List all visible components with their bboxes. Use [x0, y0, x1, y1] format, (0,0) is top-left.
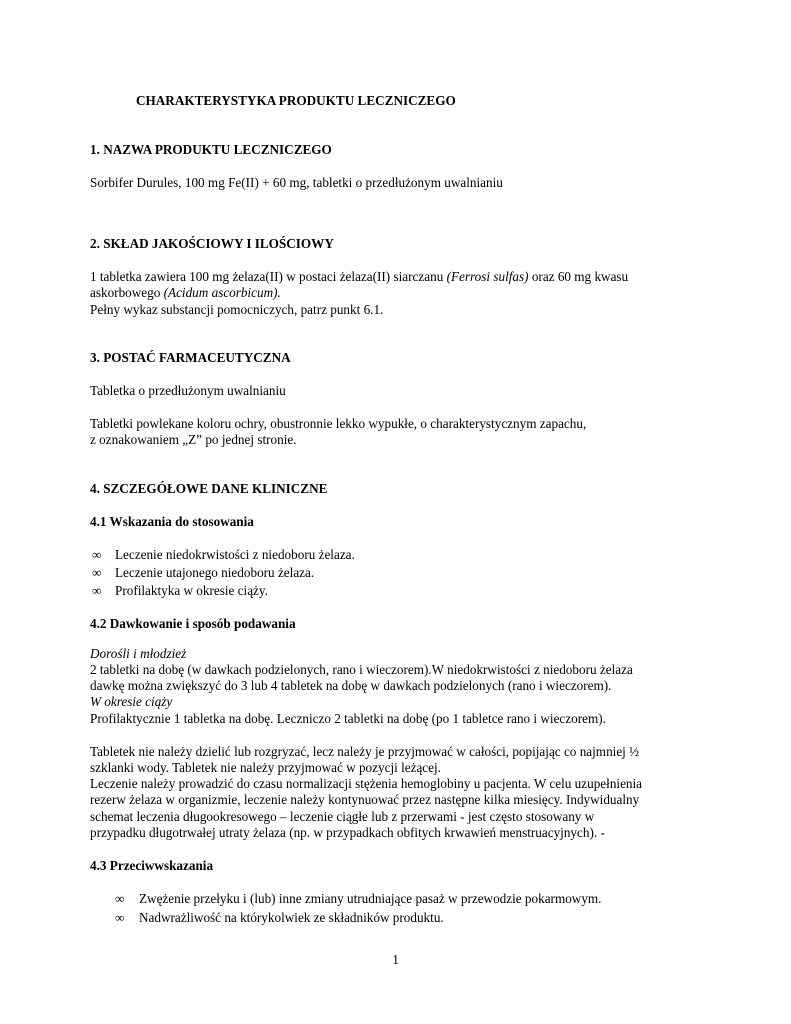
product-name-text: Sorbifer Durules, 100 mg Fe(II) + 60 mg, tabletki o przedłużonym uwalnianiu	[90, 175, 503, 190]
treatment-text: przypadku długotrwałej utraty żelaza (np. w przypadkach obfitych krwawień menstruacyjnych). -	[90, 825, 605, 840]
excipients-note: Pełny wykaz substancji pomocniczych, patrz punkt 6.1.	[90, 302, 384, 317]
composition-text-end: oraz 60 mg kwasu	[528, 269, 629, 284]
treatment-text: schemat leczenia długookresowego – leczenie ciągłe lub z przerwami - jest często stosowany w	[90, 809, 595, 824]
acidum-ascorbicum: (Acidum ascorbicum).	[163, 285, 281, 300]
list-item: Leczenie utajonego niedoboru żelaza.	[115, 565, 315, 580]
ferrosi-sulfas: (Ferrosi sulfas)	[446, 269, 529, 284]
composition-line-1	[90, 269, 628, 285]
bullet-icon: ∞	[92, 547, 102, 562]
list-item: Nadwrażliwość na którykolwiek ze składników produktu.	[139, 910, 444, 925]
tablet-description-1: Tabletki powlekane koloru ochry, obustronnie lekko wypukłe, o charakterystycznym zapachu,	[90, 416, 587, 431]
administration-text: szklanki wody. Tabletek nie należy przyjmować w pozycji leżącej.	[90, 760, 441, 775]
document-title: CHARAKTERYSTYKA PRODUKTU LECZNICZEGO	[136, 93, 456, 108]
tablet-description-2: z oznakowaniem „Z” po jednej stronie.	[90, 432, 297, 447]
section-4-3-heading: 4.3 Przeciwwskazania	[90, 858, 214, 873]
treatment-text: Leczenie należy prowadzić do czasu normalizacji stężenia hemoglobiny u pacjenta. W celu uzupełnienia	[90, 776, 643, 791]
composition-line-2	[90, 285, 281, 301]
composition-text: 1 tabletka zawiera 100 mg żelaza(II) w postaci żelaza(II) siarczanu	[90, 269, 447, 284]
bullet-icon: ∞	[92, 565, 102, 580]
section-3-heading: 3. POSTAĆ FARMACEUTYCZNA	[90, 350, 291, 365]
list-item: Zwężenie przełyku i (lub) inne zmiany utrudniające pasaż w przewodzie pokarmowym.	[139, 891, 602, 906]
subheading-adults: Dorośli i młodzież	[90, 646, 187, 661]
page-number: 1	[392, 952, 399, 967]
dosage-text: Profilaktycznie 1 tabletka na dobę. Leczniczo 2 tabletki na dobę (po 1 tabletce rano i wieczorem).	[90, 711, 606, 726]
bullet-icon: ∞	[92, 583, 102, 598]
bullet-icon: ∞	[115, 891, 125, 906]
subheading-pregnancy: W okresie ciąży	[90, 694, 173, 709]
composition-text: askorbowego	[90, 285, 164, 300]
section-4-heading: 4. SZCZEGÓŁOWE DANE KLINICZNE	[90, 481, 328, 496]
dosage-text: 2 tabletki na dobę (w dawkach podzielonych, rano i wieczorem).W niedokrwistości z niedoboru żelaza	[90, 662, 633, 677]
dosage-text: dawkę można zwiększyć do 3 lub 4 tabletek na dobę w dawkach podzielonych (rano i wieczorem).	[90, 678, 612, 693]
section-1-heading: 1. NAZWA PRODUKTU LECZNICZEGO	[90, 142, 332, 157]
section-4-1-heading: 4.1 Wskazania do stosowania	[90, 514, 254, 529]
administration-text: Tabletek nie należy dzielić lub rozgryzać, lecz należy je przyjmować w całości, popijając co najmniej ½	[90, 744, 640, 759]
dosage-form: Tabletka o przedłużonym uwalnianiu	[90, 383, 286, 398]
treatment-text: rezerw żelaza w organizmie, leczenie należy kontynuować przez następne kilka miesięcy. Indywidualny	[90, 792, 640, 807]
bullet-icon: ∞	[115, 910, 125, 925]
section-4-2-heading: 4.2 Dawkowanie i sposób podawania	[90, 616, 296, 631]
list-item: Profilaktyka w okresie ciąży.	[115, 583, 268, 598]
list-item: Leczenie niedokrwistości z niedoboru żelaza.	[115, 547, 355, 562]
section-2-heading: 2. SKŁAD JAKOŚCIOWY I ILOŚCIOWY	[90, 236, 334, 251]
